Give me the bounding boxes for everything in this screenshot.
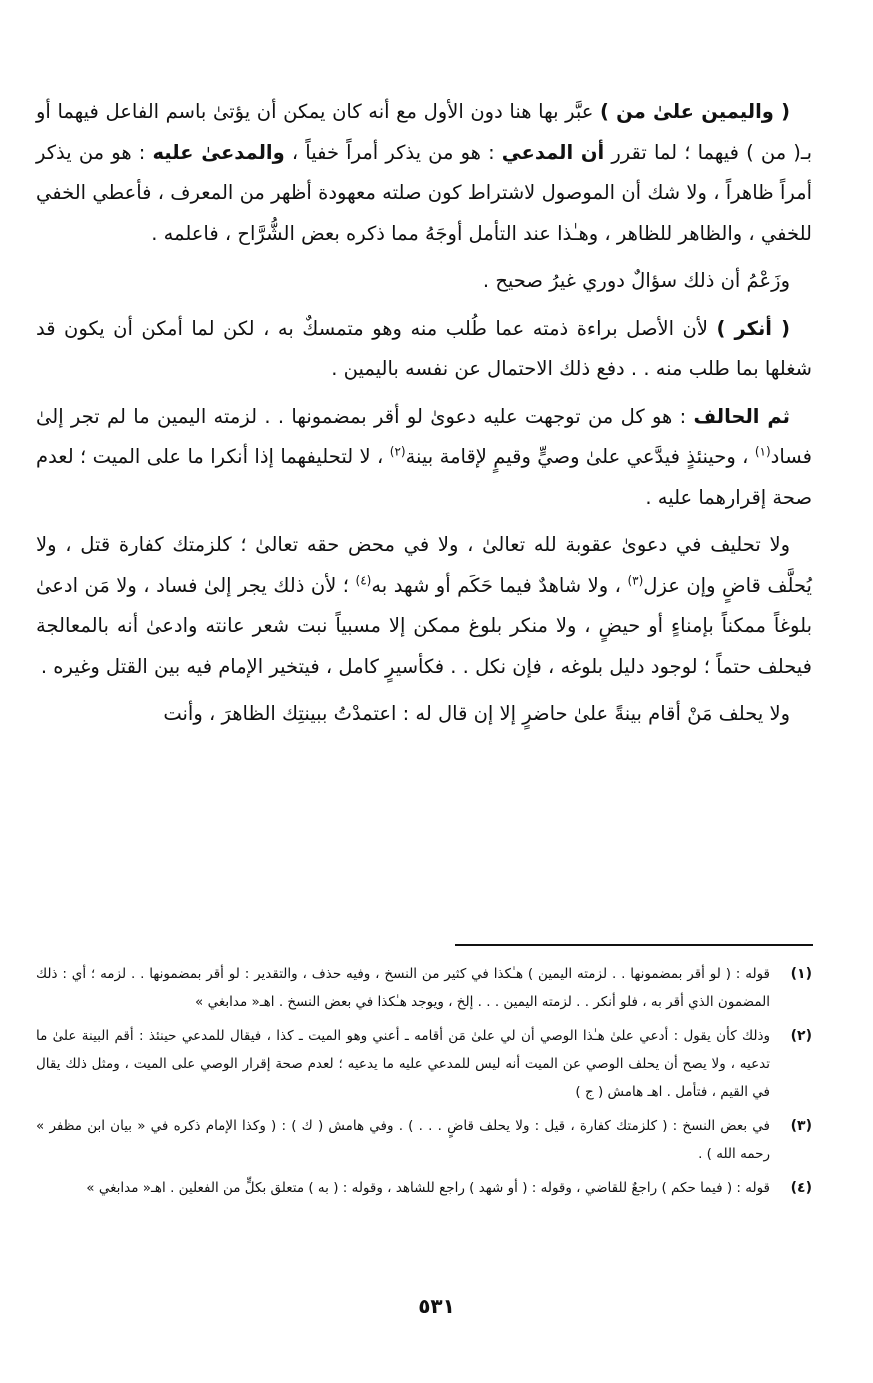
paragraph [36,694,812,735]
footnote-reference: (٤) [355,573,372,587]
page-body [36,92,812,735]
page-number: ٥٣١ [418,1294,455,1318]
bold-term: أن المدعي [501,140,605,164]
footnote-number: (٢) [790,1028,812,1044]
text-run: ولا يحلف مَنْ أقام بينةً علىٰ حاضرٍ إلا إن قال له : اعتمدْتُ ببينتِك الظاهرَ ، وأنت [163,702,790,725]
footnotes [36,960,812,1208]
paragraph [36,92,812,254]
footnote [36,1022,812,1106]
text-run: ، ولا شاهدٌ فيما حَكَم أو شهد به [371,573,628,597]
bold-term: ( واليمين علىٰ من ) [600,100,791,123]
footnote [36,1174,812,1202]
footnote-reference: (١) [754,444,771,459]
paragraph [36,397,812,519]
text-run: ؛ لأن ذلك يجر إلىٰ فساد ، ولا مَن ادعىٰ بلوغاً ممكناً بإمناءٍ أو حيضٍ ، ولا منكر بلوغ ممكن إلا مسبياً نبت شعر عانته وادعىٰ أنه بالمعالجة فيحلف حتماً ؛ لوجود دليل بلوغه ، فإن نكل . . فكأسيرٍ كامل ، فيتخير الإمام فيه بين القتل وغيره . [36,573,812,678]
text-run: لأن الأصل براءة ذمته عما طُلب منه وهو متمسكٌ به ، لكن لما أمكن أن يكون قد شغلها بما طلب منه . . دفع ذلك الاحتمال عن نفسه باليمين . [36,316,812,380]
footnote-separator [455,944,813,946]
text-run: ، وحينئذٍ فيدَّعي علىٰ وصيٍّ وقيمٍ لإقامة بينة [405,445,755,468]
footnote-number: (٣) [790,1118,812,1134]
bold-term: ( أنكر ) [716,316,790,340]
paragraph [36,309,812,390]
text-run: ولا تحليف في دعوىٰ عقوبة لله تعالىٰ ، ولا في محض حقه تعالىٰ ؛ كلزمتك كفارة قتل ، ولا يُحلَّف قاضٍ وإن عزل [36,533,812,597]
text-run: : هو من يذكر أمراً خفياً ، [284,140,502,164]
footnote-text: قوله : ( فيما حكم ) راجعٌ للقاضي ، وقوله : ( أو شهد ) راجع للشاهد ، وقوله : ( به ) متعلق بكلٍّ من الفعلين . اهـ« مدابغي » [86,1180,770,1196]
footnote-reference: (٣) [627,573,644,587]
footnote-text: وذلك كأن يقول : أدعي علىٰ هـٰذا الوصي أن لي علىٰ مَن أقامه ـ أعني وهو الميت ـ كذا ، فيقال للمدعي حينئذ : أقم البينة علىٰ ما تدعيه ، ولا يصح أن يحلف الوصي عن الميت أنه ليس للمدعي عليه ما يدعيه ؛ لعدم صحة إقرار الوصي على الميت ، ومثل ذلك يقال في القيم ، فتأمل . اهـ هامش ( ج ) [36,1028,770,1100]
text-run: : هو من يذكر أمراً ظاهراً ، ولا شك أن الموصول لاشتراط كون صلته معهودة أظهر من المعرف ، فأعطي الخفي للخفي ، والظاهر للظاهر ، وهـٰذا عند التأمل أوجَهُ مما ذكره بعض الشُّرَّاح ، فاعلمه . [36,140,812,245]
bold-term: والمدعىٰ عليه [152,140,285,164]
paragraph [36,261,812,302]
footnote-text: قوله : ( لو أقر بمضمونها . . لزمته اليمين ) هـٰكذا في كثير من النسخ ، وفيه حذف ، والتقدير : لو أقر بمضمونها . . لزمه ؛ أي : ذلك المضمون الذي أقر به ، فلو أنكر . . لزمته اليمين . . . إلخ ، ويوجد هـٰكذا في بعض النسخ . اهـ« مدابغي » [36,966,770,1010]
paragraph [36,525,812,687]
text-run: : هو كل من توجهت عليه دعوىٰ لو أقر بمضمونها . . لزمته اليمين ما لم تجر إلىٰ فساد [36,404,812,468]
footnote-text: في بعض النسخ : ( كلزمتك كفارة ، قيل : ولا يحلف قاضٍ . . . ) . وفي هامش ( ك ) : ( وكذا الإمام ذكره في « بيان ابن مظفر » رحمه الله ) . [36,1118,770,1162]
footnote-number: (١) [790,966,812,982]
text-run: وزَعْمُ أن ذلك سؤالٌ دوري غيرُ صحيح . [482,269,790,292]
main-text [36,92,812,735]
footnote-reference: (٢) [389,444,406,459]
footnote [36,1112,812,1168]
bold-term: ثم الحالف [693,404,790,428]
text-run: ، لا لتحليفهما إذا أنكرا ما على الميت ؛ لعدم صحة إقرارهما عليه . [36,445,812,509]
footnote [36,960,812,1016]
footnote-number: (٤) [790,1180,812,1196]
text-run: عبَّر بها هنا دون الأول مع أنه كان يمكن أن يؤتىٰ باسم الفاعل فيهما أو بـ( من ) فيهما ؛ لما تقرر [36,100,813,164]
